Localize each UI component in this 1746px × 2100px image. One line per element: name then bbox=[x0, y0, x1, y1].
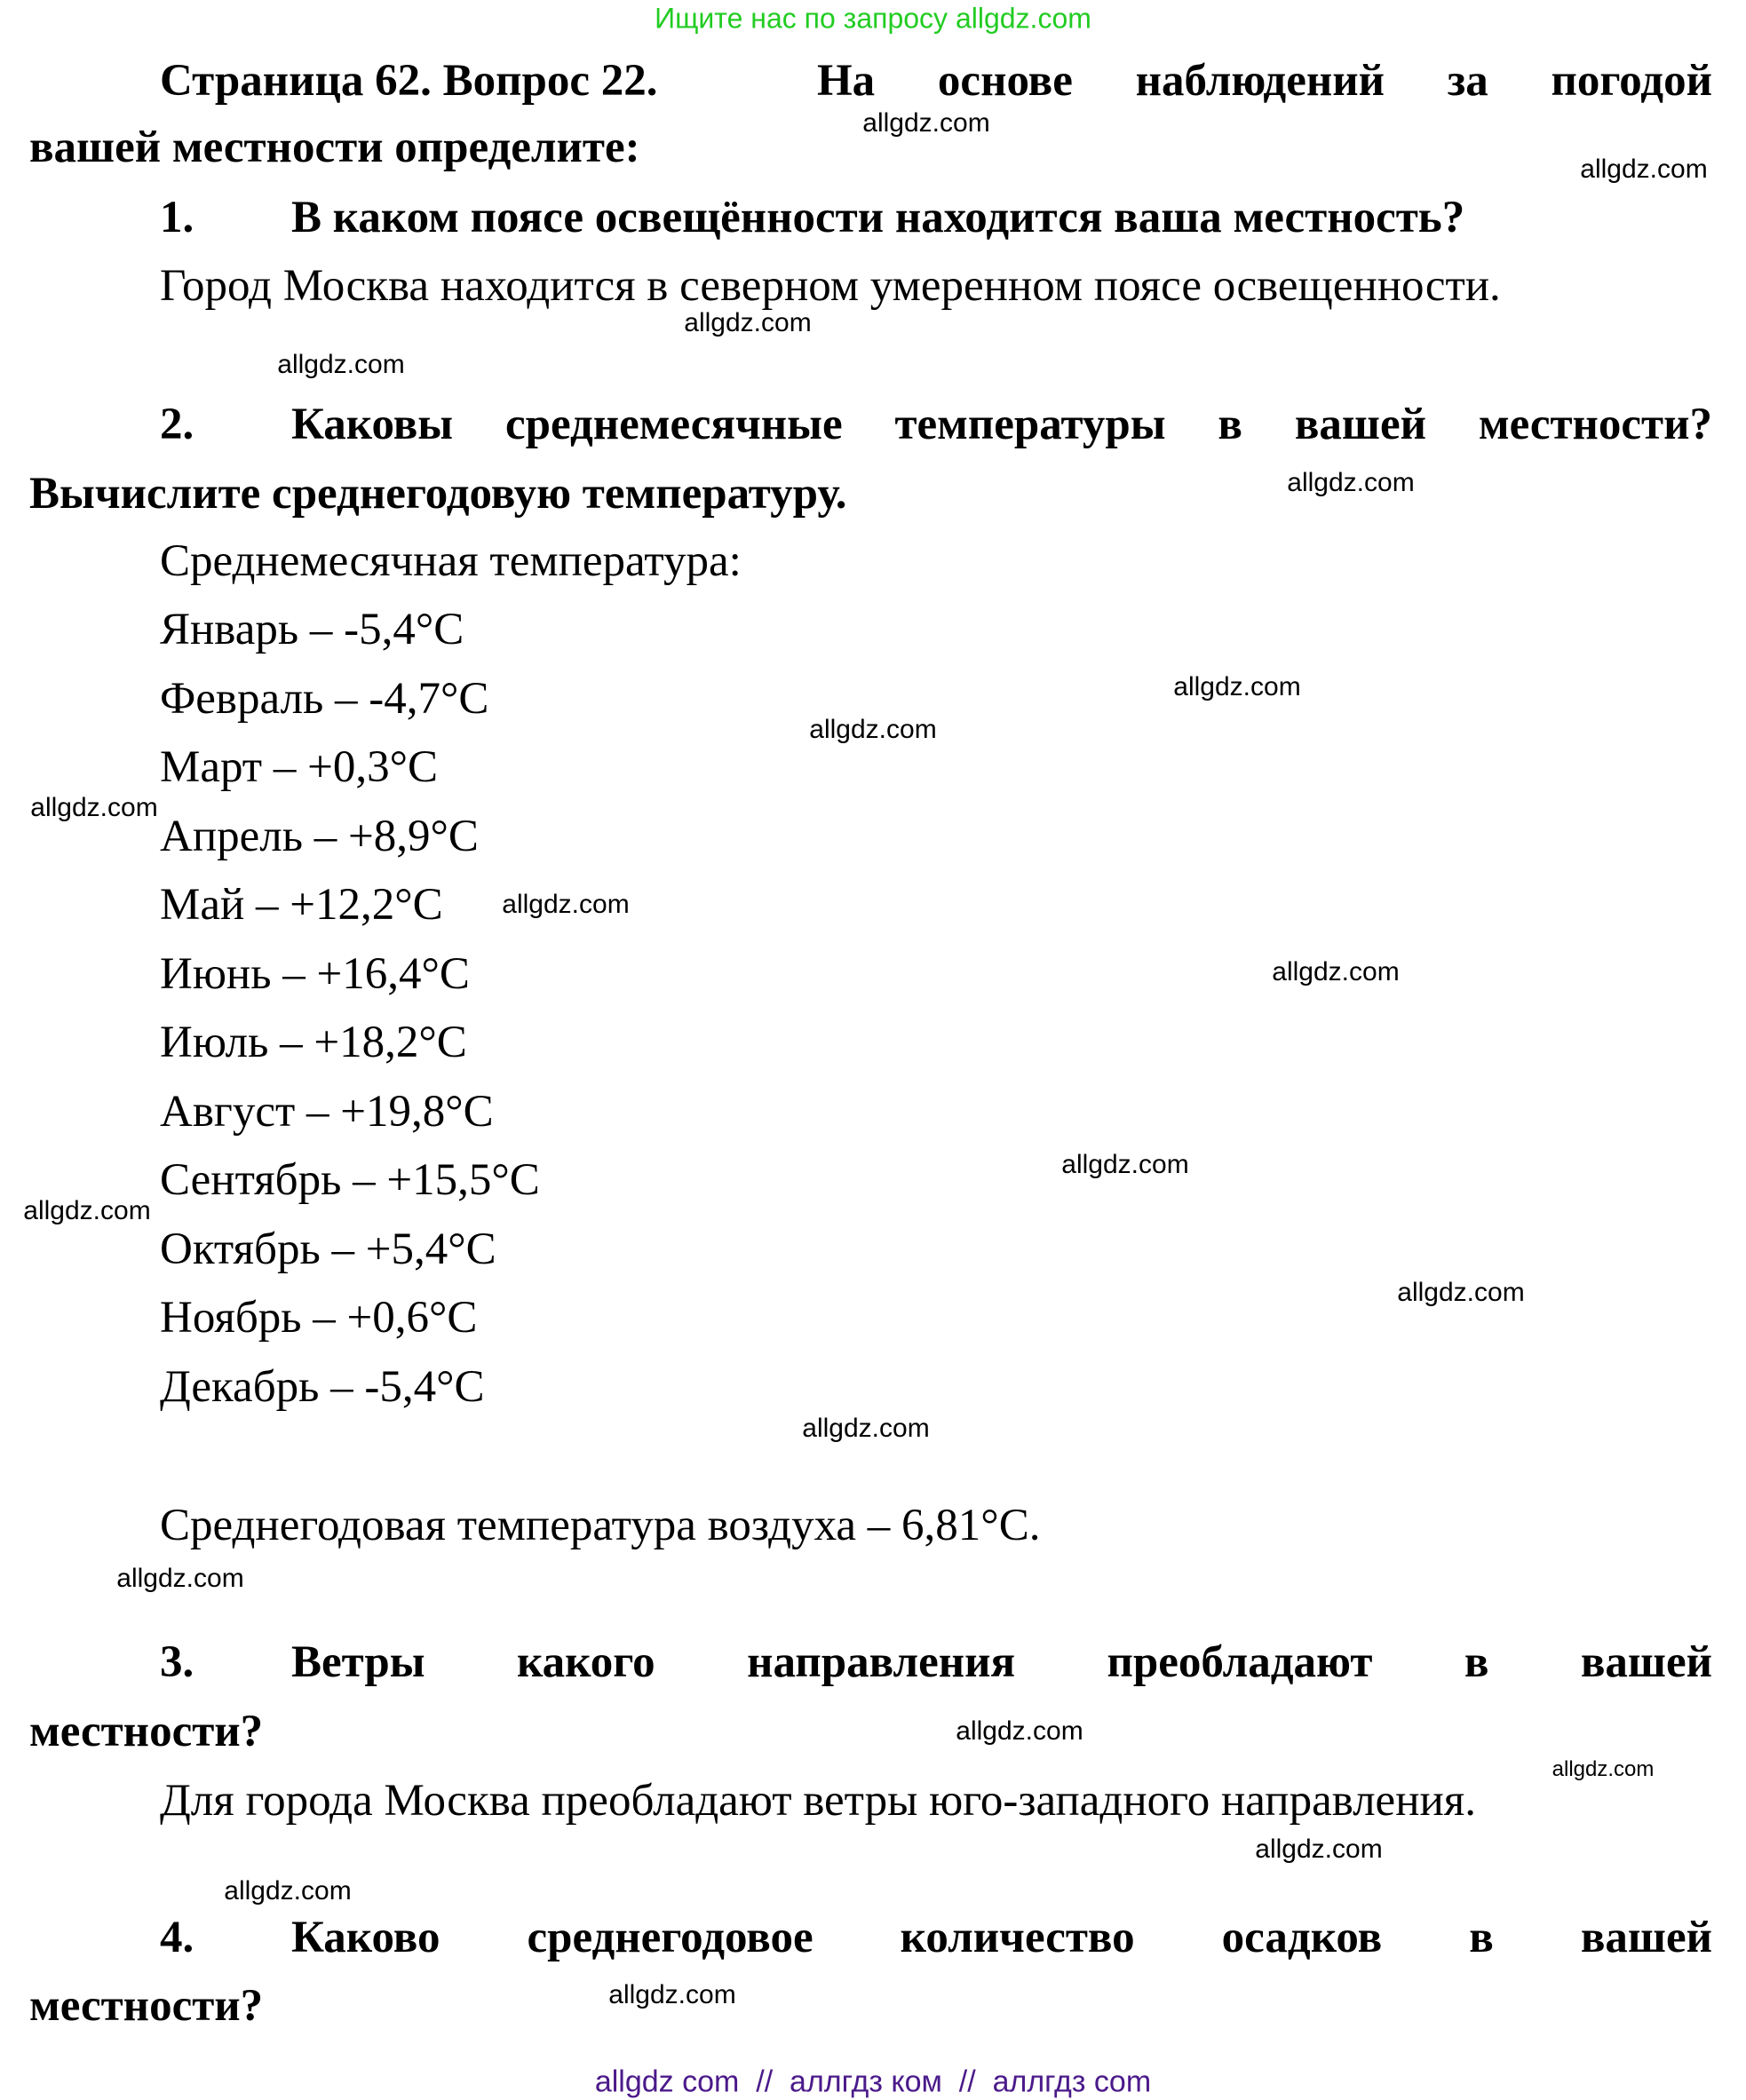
title-rest: На основе наблюдений за погодой bbox=[817, 56, 1712, 106]
watermark: allgdz.com bbox=[23, 1196, 151, 1225]
month-temperature: Сентябрь – +15,5°С bbox=[160, 1155, 540, 1205]
watermark: allgdz.com bbox=[1255, 1835, 1383, 1864]
month-temperature: Ноябрь – +0,6°С bbox=[160, 1293, 478, 1343]
question-1 bbox=[160, 191, 1464, 244]
monthly-intro: Среднемесячная температура: bbox=[160, 536, 742, 586]
watermark: allgdz.com bbox=[502, 890, 630, 919]
answer-1: Город Москва находится в северном умеренном поясе освещенности. bbox=[160, 261, 1501, 311]
annual-temperature: Среднегодовая температура воздуха – 6,81°С. bbox=[160, 1501, 1041, 1550]
watermark: allgdz.com bbox=[224, 1876, 352, 1906]
month-temperature: Март – +0,3°С bbox=[160, 742, 439, 792]
month-temperature: Август – +19,8°С bbox=[160, 1086, 494, 1137]
question-4-line-2: местности? bbox=[29, 1981, 264, 2031]
watermark: allgdz.com bbox=[809, 715, 937, 744]
watermark: allgdz.com bbox=[116, 1564, 244, 1593]
watermark: allgdz.com bbox=[1552, 1757, 1655, 1781]
title-line-2: вашей местности определите: bbox=[29, 123, 640, 172]
title-line-1 bbox=[160, 54, 1712, 107]
month-temperature: Июль – +18,2°С bbox=[160, 1018, 467, 1067]
watermark: allgdz.com bbox=[1580, 155, 1708, 184]
watermark: allgdz.com bbox=[862, 108, 990, 138]
question-text: В каком поясе освещённости находится ваша местность? bbox=[291, 193, 1465, 242]
question-text: Ветры какого направления преобладают в вашей bbox=[291, 1637, 1712, 1687]
question-2-line-2: Вычислите среднегодовую температуру. bbox=[29, 469, 847, 519]
question-number: 4. bbox=[160, 1913, 194, 1962]
watermark: allgdz.com bbox=[1173, 672, 1301, 701]
month-temperature: Июнь – +16,4°С bbox=[160, 948, 470, 999]
question-number: 2. bbox=[160, 400, 194, 449]
month-temperature: Январь – -5,4°С bbox=[160, 605, 464, 654]
answer-3: Для города Москва преобладают ветры юго-западного направления. bbox=[160, 1776, 1476, 1826]
title-lead: Страница 62. Вопрос 22. bbox=[160, 56, 658, 106]
question-text: Каково среднегодовое количество осадков в вашей bbox=[291, 1913, 1712, 1962]
watermark: allgdz.com bbox=[608, 1980, 736, 2009]
month-temperature: Февраль – -4,7°С bbox=[160, 673, 489, 724]
footer-links: allgdz com // аллгдз ком // аллгдз com bbox=[594, 2064, 1152, 2099]
question-number: 1. bbox=[160, 193, 194, 242]
question-3-line-2: местности? bbox=[29, 1707, 264, 1756]
month-temperature: Апрель – +8,9°С bbox=[160, 811, 479, 861]
question-4-line-1 bbox=[160, 1911, 1712, 1964]
watermark: allgdz.com bbox=[684, 308, 812, 337]
month-temperature: Октябрь – +5,4°С bbox=[160, 1224, 496, 1274]
watermark: allgdz.com bbox=[956, 1716, 1083, 1746]
watermark: allgdz.com bbox=[1061, 1150, 1189, 1179]
month-temperature: Декабрь – -5,4°С bbox=[160, 1361, 485, 1412]
month-temperature: Май – +12,2°С bbox=[160, 880, 443, 930]
watermark: allgdz.com bbox=[30, 793, 158, 822]
search-banner: Ищите нас по запросу allgdz.com bbox=[655, 2, 1091, 35]
question-text: Каковы среднемесячные температуры в вашей местности? bbox=[291, 400, 1712, 449]
watermark: allgdz.com bbox=[1397, 1278, 1525, 1307]
question-2-line-1 bbox=[160, 398, 1712, 451]
question-3-line-1 bbox=[160, 1636, 1712, 1689]
watermark: allgdz.com bbox=[1287, 468, 1415, 497]
question-number: 3. bbox=[160, 1637, 194, 1687]
watermark: allgdz.com bbox=[802, 1414, 930, 1443]
watermark: allgdz.com bbox=[1272, 957, 1400, 987]
watermark: allgdz.com bbox=[277, 350, 405, 379]
